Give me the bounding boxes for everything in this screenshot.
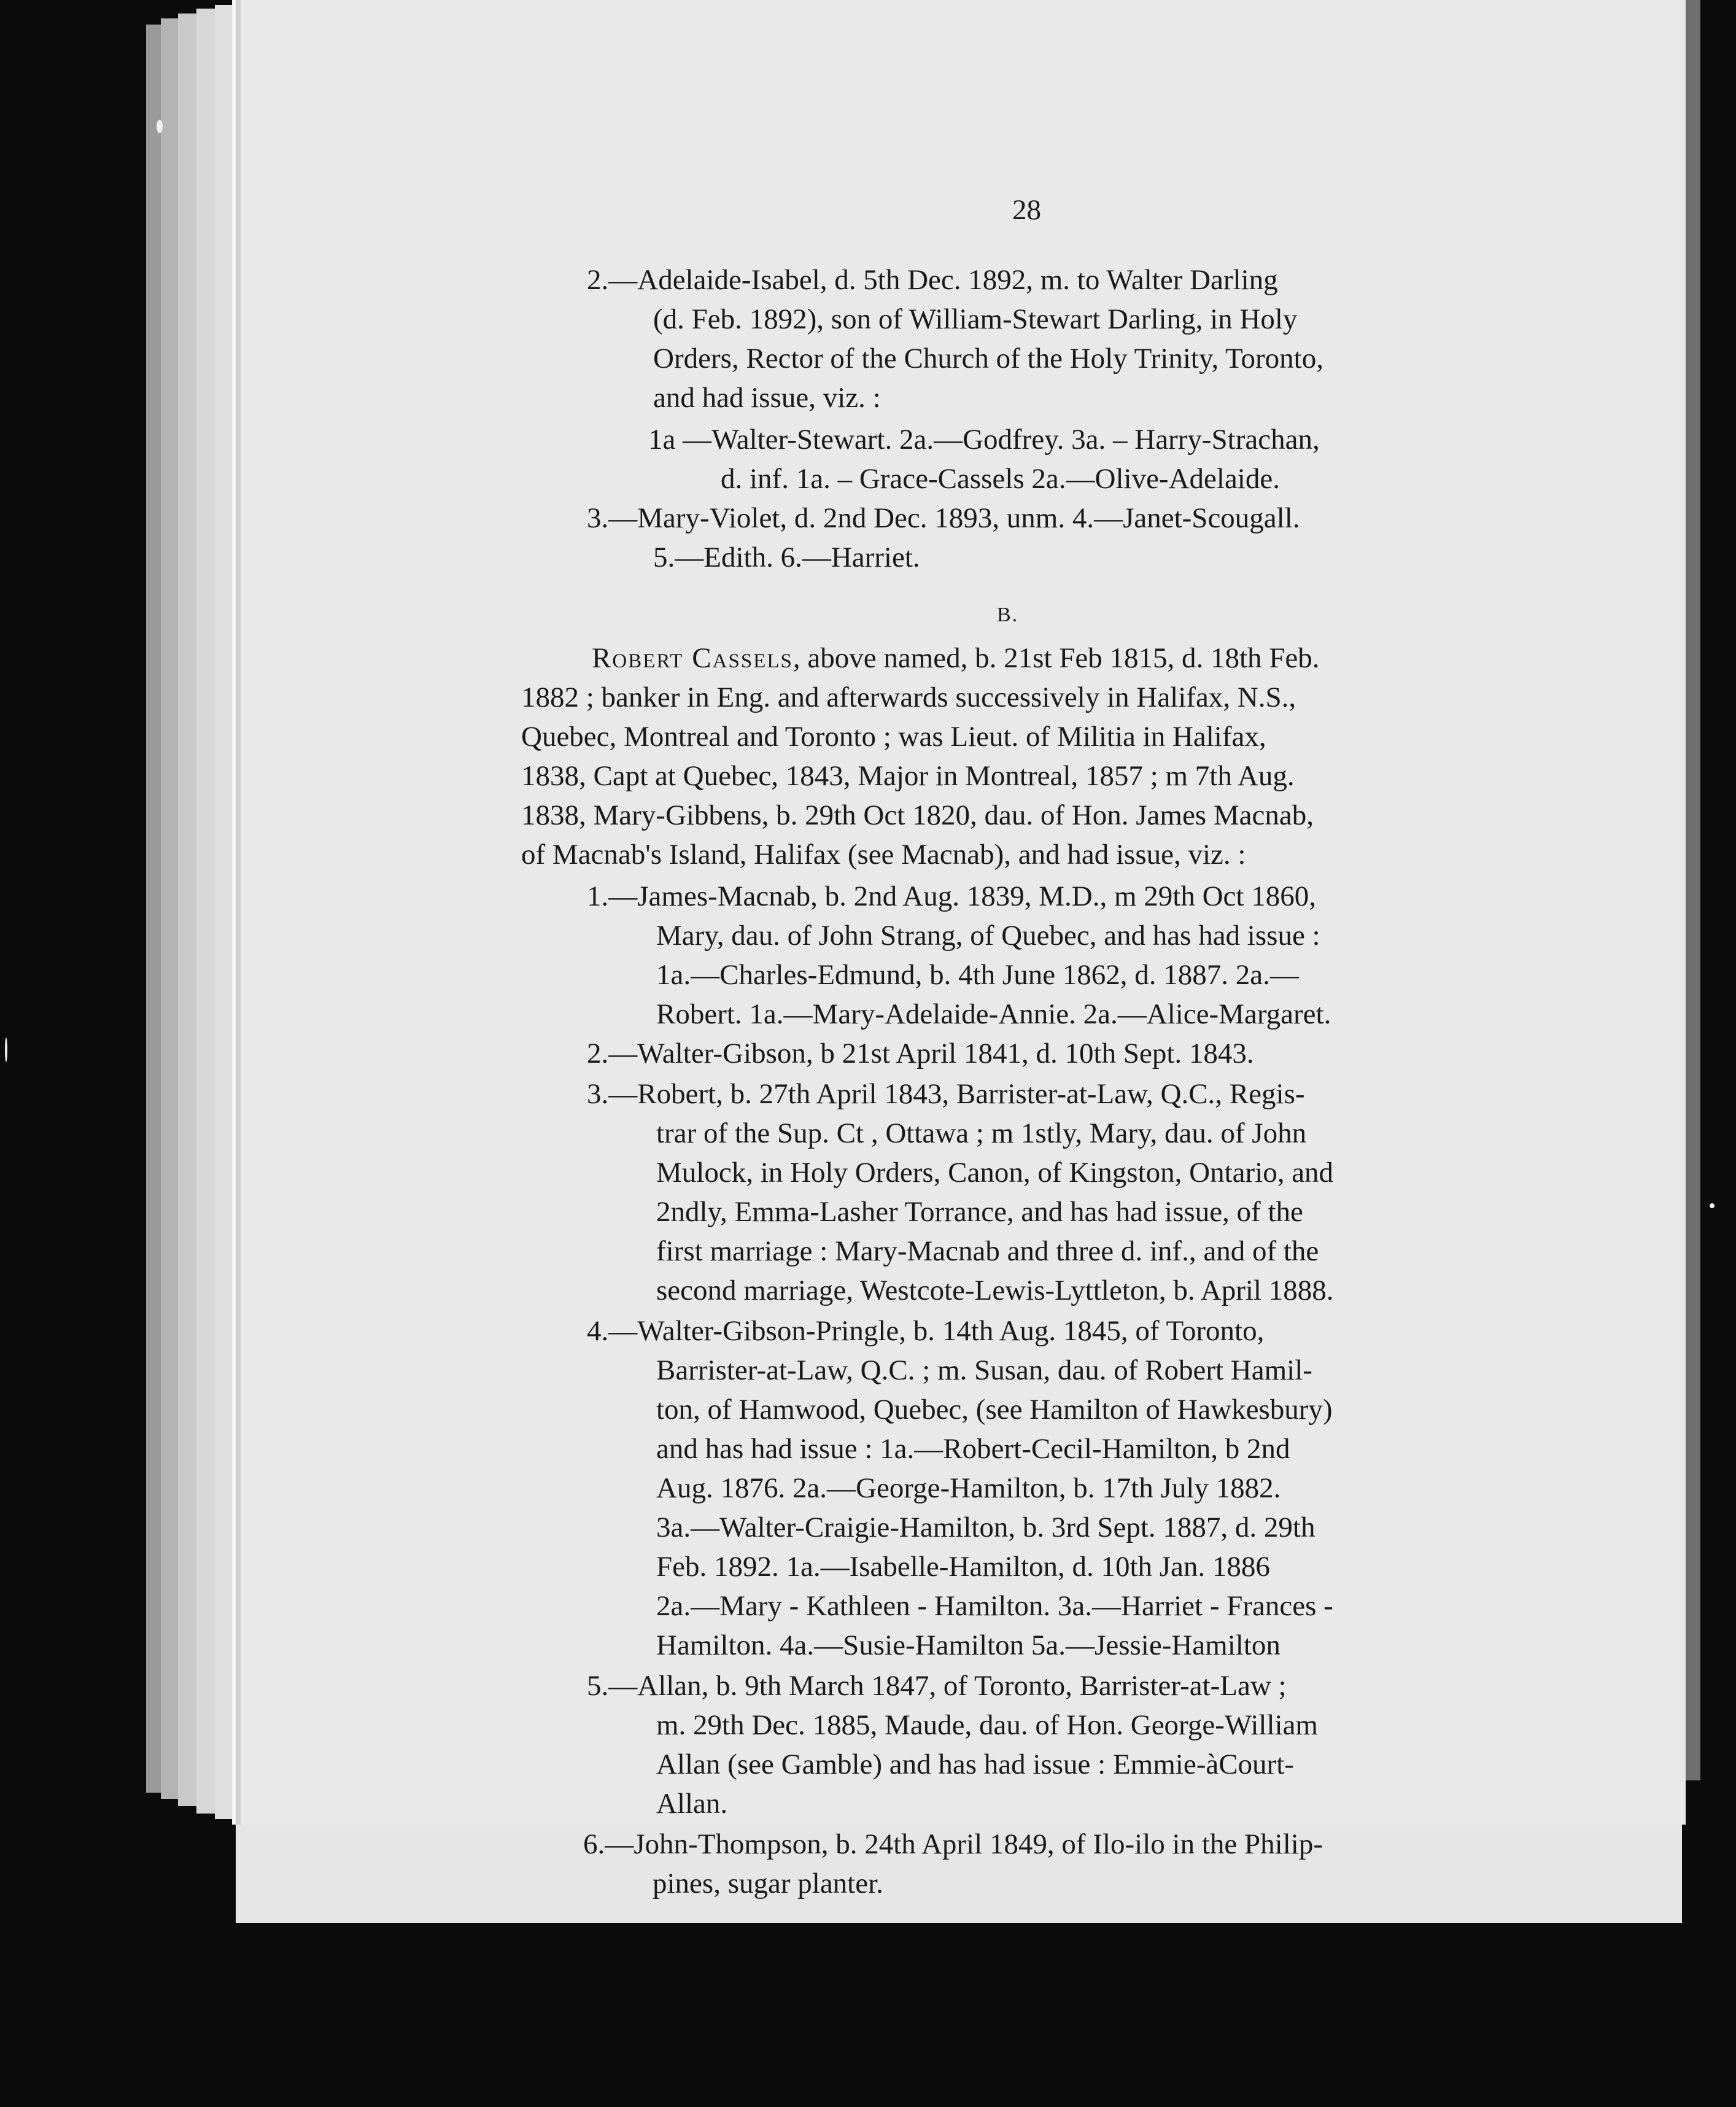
- text-line: d. inf. 1a. – Grace-Cassels 2a.—Olive-Adelaide.: [721, 463, 1280, 495]
- text-line: 2a.—Mary - Kathleen - Hamilton. 3a.—Harriet - Frances -: [656, 1590, 1333, 1622]
- text-line: 2.—Adelaide-Isabel, d. 5th Dec. 1892, m. to Walter Darling: [587, 264, 1278, 296]
- text-line: 5.—Allan, b. 9th March 1847, of Toronto, Barrister-at-Law ;: [587, 1670, 1287, 1702]
- text-line: 1.—James-Macnab, b. 2nd Aug. 1839, M.D., m 29th Oct 1860,: [587, 880, 1316, 912]
- text-line: and had issue, viz. :: [653, 382, 881, 414]
- text-line: pines, sugar planter.: [653, 1868, 883, 1899]
- text-line: 3a.—Walter-Craigie-Hamilton, b. 3rd Sept. 1887, d. 29th: [656, 1511, 1316, 1543]
- text-line: Hamilton. 4a.—Susie-Hamilton 5a.—Jessie-Hamilton: [656, 1629, 1281, 1661]
- scan-speck: [157, 120, 163, 133]
- text-line: Mary, dau. of John Strang, of Quebec, and has had issue :: [656, 920, 1320, 952]
- text-line: Mulock, in Holy Orders, Canon, of Kingston, Ontario, and: [656, 1157, 1334, 1189]
- text-line: ton, of Hamwood, Quebec, (see Hamilton of Hawkesbury): [656, 1394, 1333, 1426]
- text-line: 1838, Mary-Gibbens, b. 29th Oct 1820, dau. of Hon. James Macnab,: [521, 799, 1314, 831]
- text-line: second marriage, Westcote-Lewis-Lyttleton, b. April 1888.: [656, 1275, 1334, 1306]
- text-line: first marriage : Mary-Macnab and three d. inf., and of the: [656, 1235, 1319, 1267]
- text-line: Allan.: [656, 1788, 728, 1820]
- person-name: Robert Cassels: [592, 642, 793, 674]
- page-text: [236, 0, 1686, 1825]
- text-line: Robert. 1a.—Mary-Adelaide-Annie. 2a.—Alice-Margaret.: [656, 998, 1331, 1030]
- scan-speck: [1710, 1203, 1715, 1208]
- text-line: 1838, Capt at Quebec, 1843, Major in Montreal, 1857 ; m 7th Aug.: [521, 760, 1295, 792]
- text-line: 2.—Walter-Gibson, b 21st April 1841, d. 10th Sept. 1843.: [587, 1038, 1254, 1069]
- text-line: 6.—John-Thompson, b. 24th April 1849, of Ilo-ilo in the Philip-: [583, 1828, 1323, 1860]
- text-line: and has had issue : 1a.—Robert-Cecil-Hamilton, b 2nd: [656, 1433, 1290, 1465]
- text-line: trar of the Sup. Ct , Ottawa ; m 1stly, Mary, dau. of John: [656, 1117, 1307, 1149]
- text-line: [592, 638, 1320, 678]
- text-line: 1a —Walter-Stewart. 2a.—Godfrey. 3a. – Harry-Strachan,: [648, 424, 1320, 456]
- text-line: Feb. 1892. 1a.—Isabelle-Hamilton, d. 10th Jan. 1886: [656, 1551, 1270, 1583]
- book-page: [232, 0, 1686, 1825]
- text-line: (d. Feb. 1892), son of William-Stewart Darling, in Holy: [653, 303, 1298, 335]
- text-line: Allan (see Gamble) and has had issue : Emmie-àCourt-: [656, 1748, 1294, 1780]
- text-line: Aug. 1876. 2a.—George-Hamilton, b. 17th July 1882.: [656, 1472, 1281, 1504]
- page-number: 28: [1012, 194, 1041, 226]
- scan-speck: [5, 1038, 7, 1062]
- page-bottom: [236, 1825, 1682, 1923]
- text-line: 5.—Edith. 6.—Harriet.: [653, 541, 920, 573]
- text-fragment: , above named, b. 21st Feb 1815, d. 18th Feb.: [792, 642, 1320, 674]
- text-line: 3.—Robert, b. 27th April 1843, Barrister-at-Law, Q.C., Regis-: [587, 1078, 1305, 1110]
- text-line: Orders, Rector of the Church of the Holy Trinity, Toronto,: [653, 343, 1323, 374]
- text-line: m. 29th Dec. 1885, Maude, dau. of Hon. George-William: [656, 1709, 1318, 1741]
- section-label: B.: [997, 603, 1019, 626]
- text-line: 3.—Mary-Violet, d. 2nd Dec. 1893, unm. 4.—Janet-Scougall.: [587, 502, 1300, 534]
- text-line: 1a.—Charles-Edmund, b. 4th June 1862, d. 1887. 2a.—: [656, 959, 1299, 991]
- text-line: Barrister-at-Law, Q.C. ; m. Susan, dau. of Robert Hamil-: [656, 1354, 1312, 1386]
- text-line: of Macnab's Island, Halifax (see Macnab), and had issue, viz. :: [521, 839, 1246, 871]
- text-line: 2ndly, Emma-Lasher Torrance, and has had issue, of the: [656, 1196, 1303, 1228]
- text-line: Quebec, Montreal and Toronto ; was Lieut. of Militia in Halifax,: [521, 721, 1266, 753]
- text-line: 1882 ; banker in Eng. and afterwards successively in Halifax, N.S.,: [521, 681, 1296, 713]
- text-line: 4.—Walter-Gibson-Pringle, b. 14th Aug. 1845, of Toronto,: [587, 1315, 1265, 1347]
